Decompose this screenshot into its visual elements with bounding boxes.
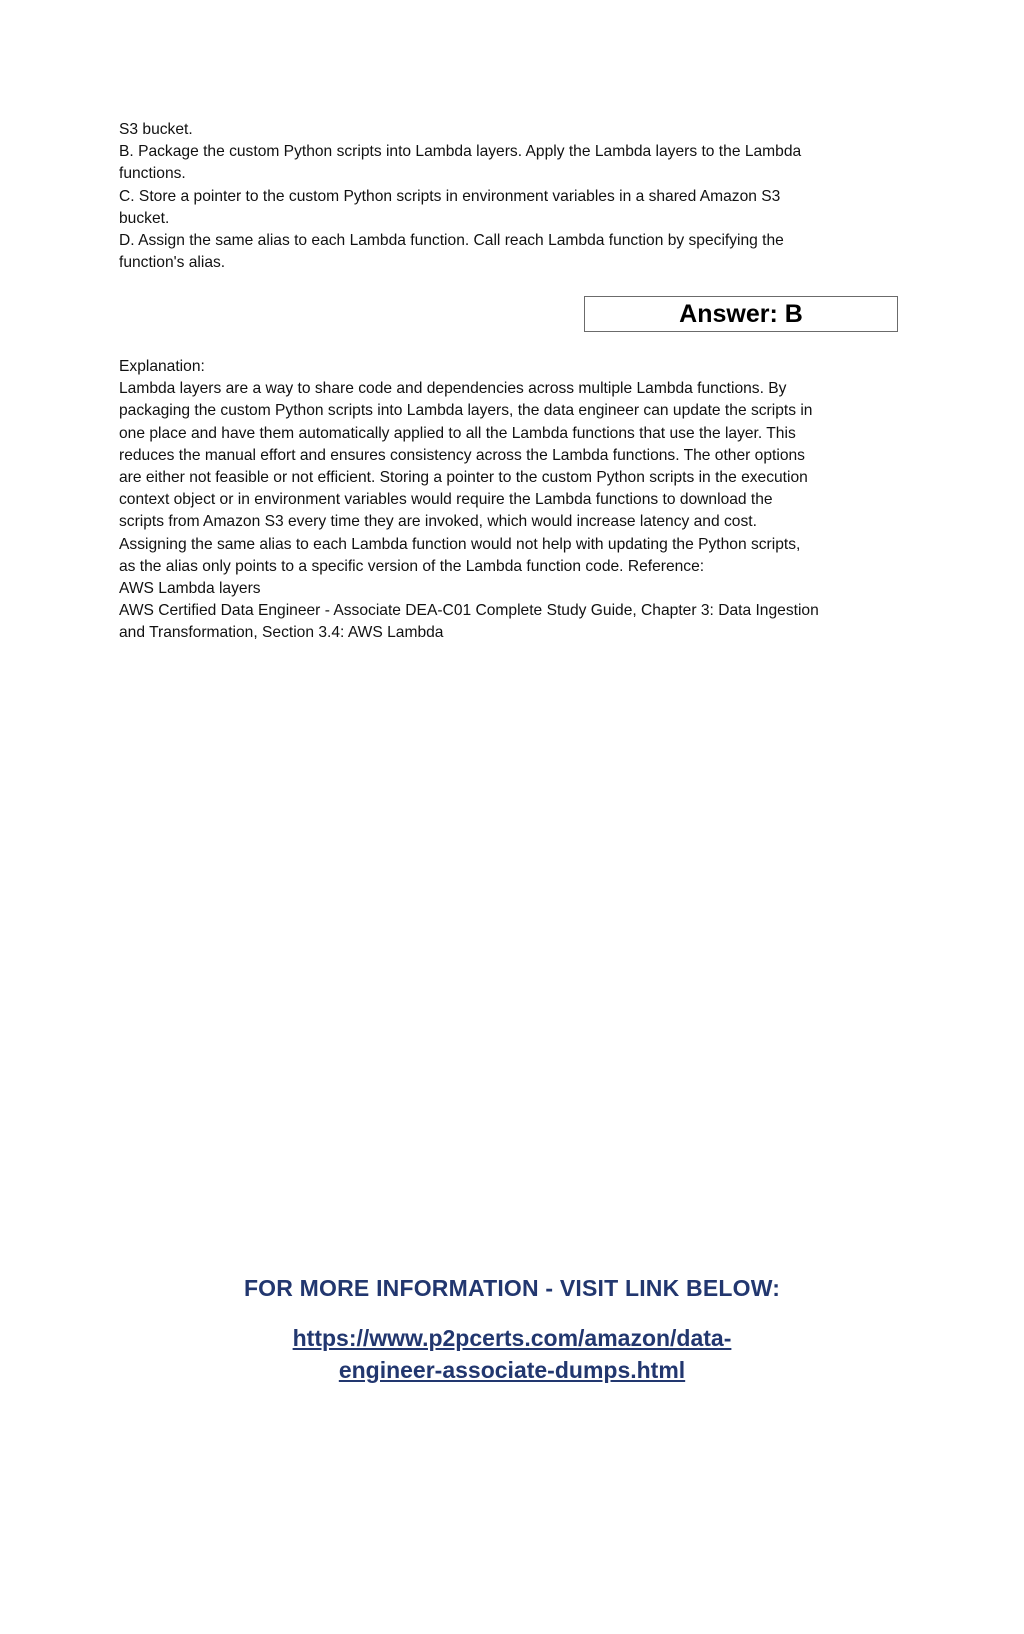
option-line: B. Package the custom Python scripts into Lambda layers. Apply the Lambda layers to the Lambda [119,143,802,161]
footer-link-line[interactable]: https://www.p2pcerts.com/amazon/data- [292,1325,732,1351]
answer-label: Answer: B [679,299,803,328]
option-line: function's alias. [119,254,226,272]
explanation-section [119,356,879,645]
explanation-line: one place and have them automatically applied to all the Lambda functions that use the layer. This [119,424,796,442]
answer-options [119,119,879,274]
explanation-line: are either not feasible or not efficient. Storing a pointer to the custom Python scripts in the execution [119,469,808,487]
option-line: bucket. [119,209,170,227]
explanation-line: Assigning the same alias to each Lambda function would not help with updating the Python scripts, [119,535,801,553]
explanation-line: context object or in environment variables would require the Lambda functions to download the [119,491,773,509]
footer-link-line[interactable]: engineer-associate-dumps.html [338,1357,686,1383]
option-line: functions. [119,165,186,183]
explanation-line: scripts from Amazon S3 every time they are invoked, which would increase latency and cost. [119,513,757,531]
footer-heading: FOR MORE INFORMATION - VISIT LINK BELOW: [243,1275,781,1301]
explanation-line: reduces the manual effort and ensures consistency across the Lambda functions. The other options [119,446,805,464]
explanation-line: Lambda layers are a way to share code and dependencies across multiple Lambda functions. By [119,380,787,398]
reference-line: and Transformation, Section 3.4: AWS Lambda [119,624,444,642]
explanation-heading: Explanation: [119,358,205,375]
explanation-line: as the alias only points to a specific version of the Lambda function code. Reference: [119,557,705,575]
option-line: S3 bucket. [119,121,193,138]
answer-box [584,296,898,332]
option-line: C. Store a pointer to the custom Python scripts in environment variables in a shared Amazon S3 [119,187,781,205]
option-line: D. Assign the same alias to each Lambda function. Call reach Lambda function by specifying the [119,232,784,250]
explanation-line: packaging the custom Python scripts into Lambda layers, the data engineer can update the scripts in [119,402,813,420]
footer-link[interactable] [0,1322,1024,1386]
reference-line: AWS Lambda layers [119,580,261,598]
reference-line: AWS Certified Data Engineer - Associate DEA-C01 Complete Study Guide, Chapter 3: Data Ingestion [119,602,819,620]
